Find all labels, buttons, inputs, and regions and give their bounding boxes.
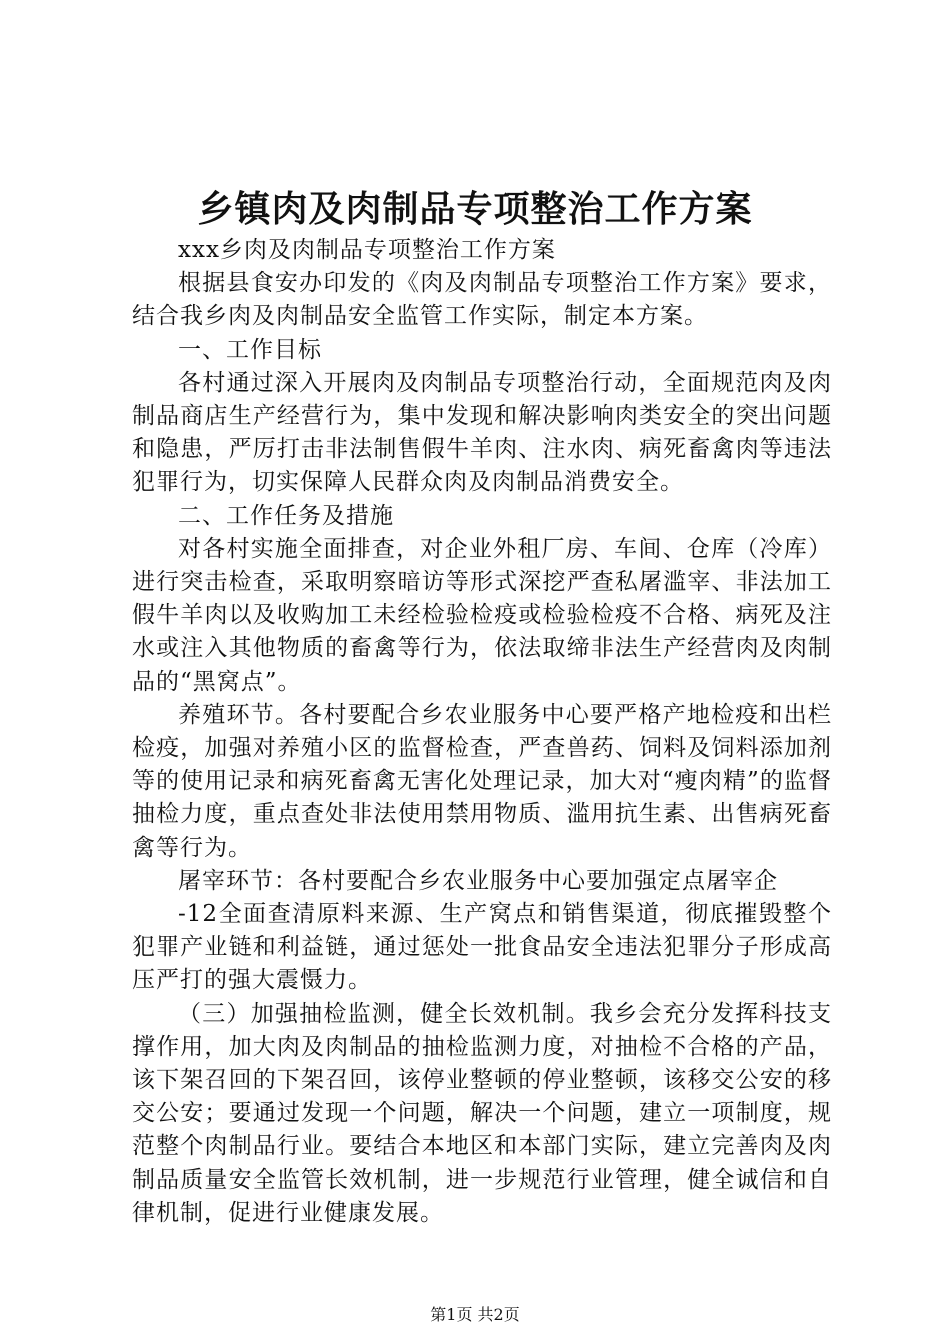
heading-work-goal: 一、工作目标 [178, 336, 322, 363]
paragraph-subtitle: xxx乡肉及肉制品专项整治工作方案 [178, 237, 556, 263]
paragraph-fragment: -12全面查清原料来源、生产窝点和销售渠道，彻底摧毁整个犯罪产业链和利益链，通过惩处一批食品安全违法犯罪分子形成高压严打的强大震慑力。 [132, 901, 832, 994]
heading-tasks-measures: 二、工作任务及措施 [178, 502, 394, 529]
document-title: 乡镇肉及肉制品专项整治工作方案 [197, 188, 753, 230]
page-footer: 第1页 共2页 [430, 1305, 520, 1324]
paragraph-intro: 根据县食安办印发的《肉及肉制品专项整治工作方案》要求，结合我乡肉及肉制品安全监管工作实际，制定本方案。 [132, 270, 832, 330]
paragraph-sampling: （三）加强抽检监测，健全长效机制。我乡会充分发挥科技支撑作用，加大肉及肉制品的抽检监测力度，对抽检不合格的产品，该下架召回的下架召回，该停业整顿的停业整顿，该移交公安的移交公安；要通过发现一个问题，解决一个问题，建立一项制度，规范整个肉制品行业。要结合本地区和本部门实际，建立完善肉及肉制品质量安全监管长效机制，进一步规范行业管理，健全诚信和自律机制，促进行业健康发展。 [132, 1000, 832, 1226]
document-body [132, 234, 832, 1230]
paragraph-inspection: 对各村实施全面排查，对企业外租厂房、车间、仓库（冷库）进行突击检查，采取明察暗访等形式深挖严查私屠滥宰、非法加工假牛羊肉以及收购加工未经检验检疫或检验检疫不合格、病死及注水或注入其他物质的畜禽等行为，依法取缔非法生产经营肉及肉制品的“黑窝点”。 [132, 535, 832, 695]
paragraph-breeding: 养殖环节。各村要配合乡农业服务中心要严格产地检疫和出栏检疫，加强对养殖小区的监督检查，严查兽药、饲料及饲料添加剂等的使用记录和病死畜禽无害化处理记录，加大对“瘦肉精”的监督抽检力度，重点查处非法使用禁用物质、滥用抗生素、出售病死畜禽等行为。 [132, 701, 832, 861]
paragraph-goal: 各村通过深入开展肉及肉制品专项整治行动，全面规范肉及肉制品商店生产经营行为，集中发现和解决影响肉类安全的突出问题和隐患，严厉打击非法制售假牛羊肉、注水肉、病死畜禽肉等违法犯罪行为，切实保障人民群众肉及肉制品消费安全。 [132, 369, 832, 496]
paragraph-slaughter: 屠宰环节：各村要配合乡农业服务中心要加强定点屠宰企 [178, 867, 778, 894]
